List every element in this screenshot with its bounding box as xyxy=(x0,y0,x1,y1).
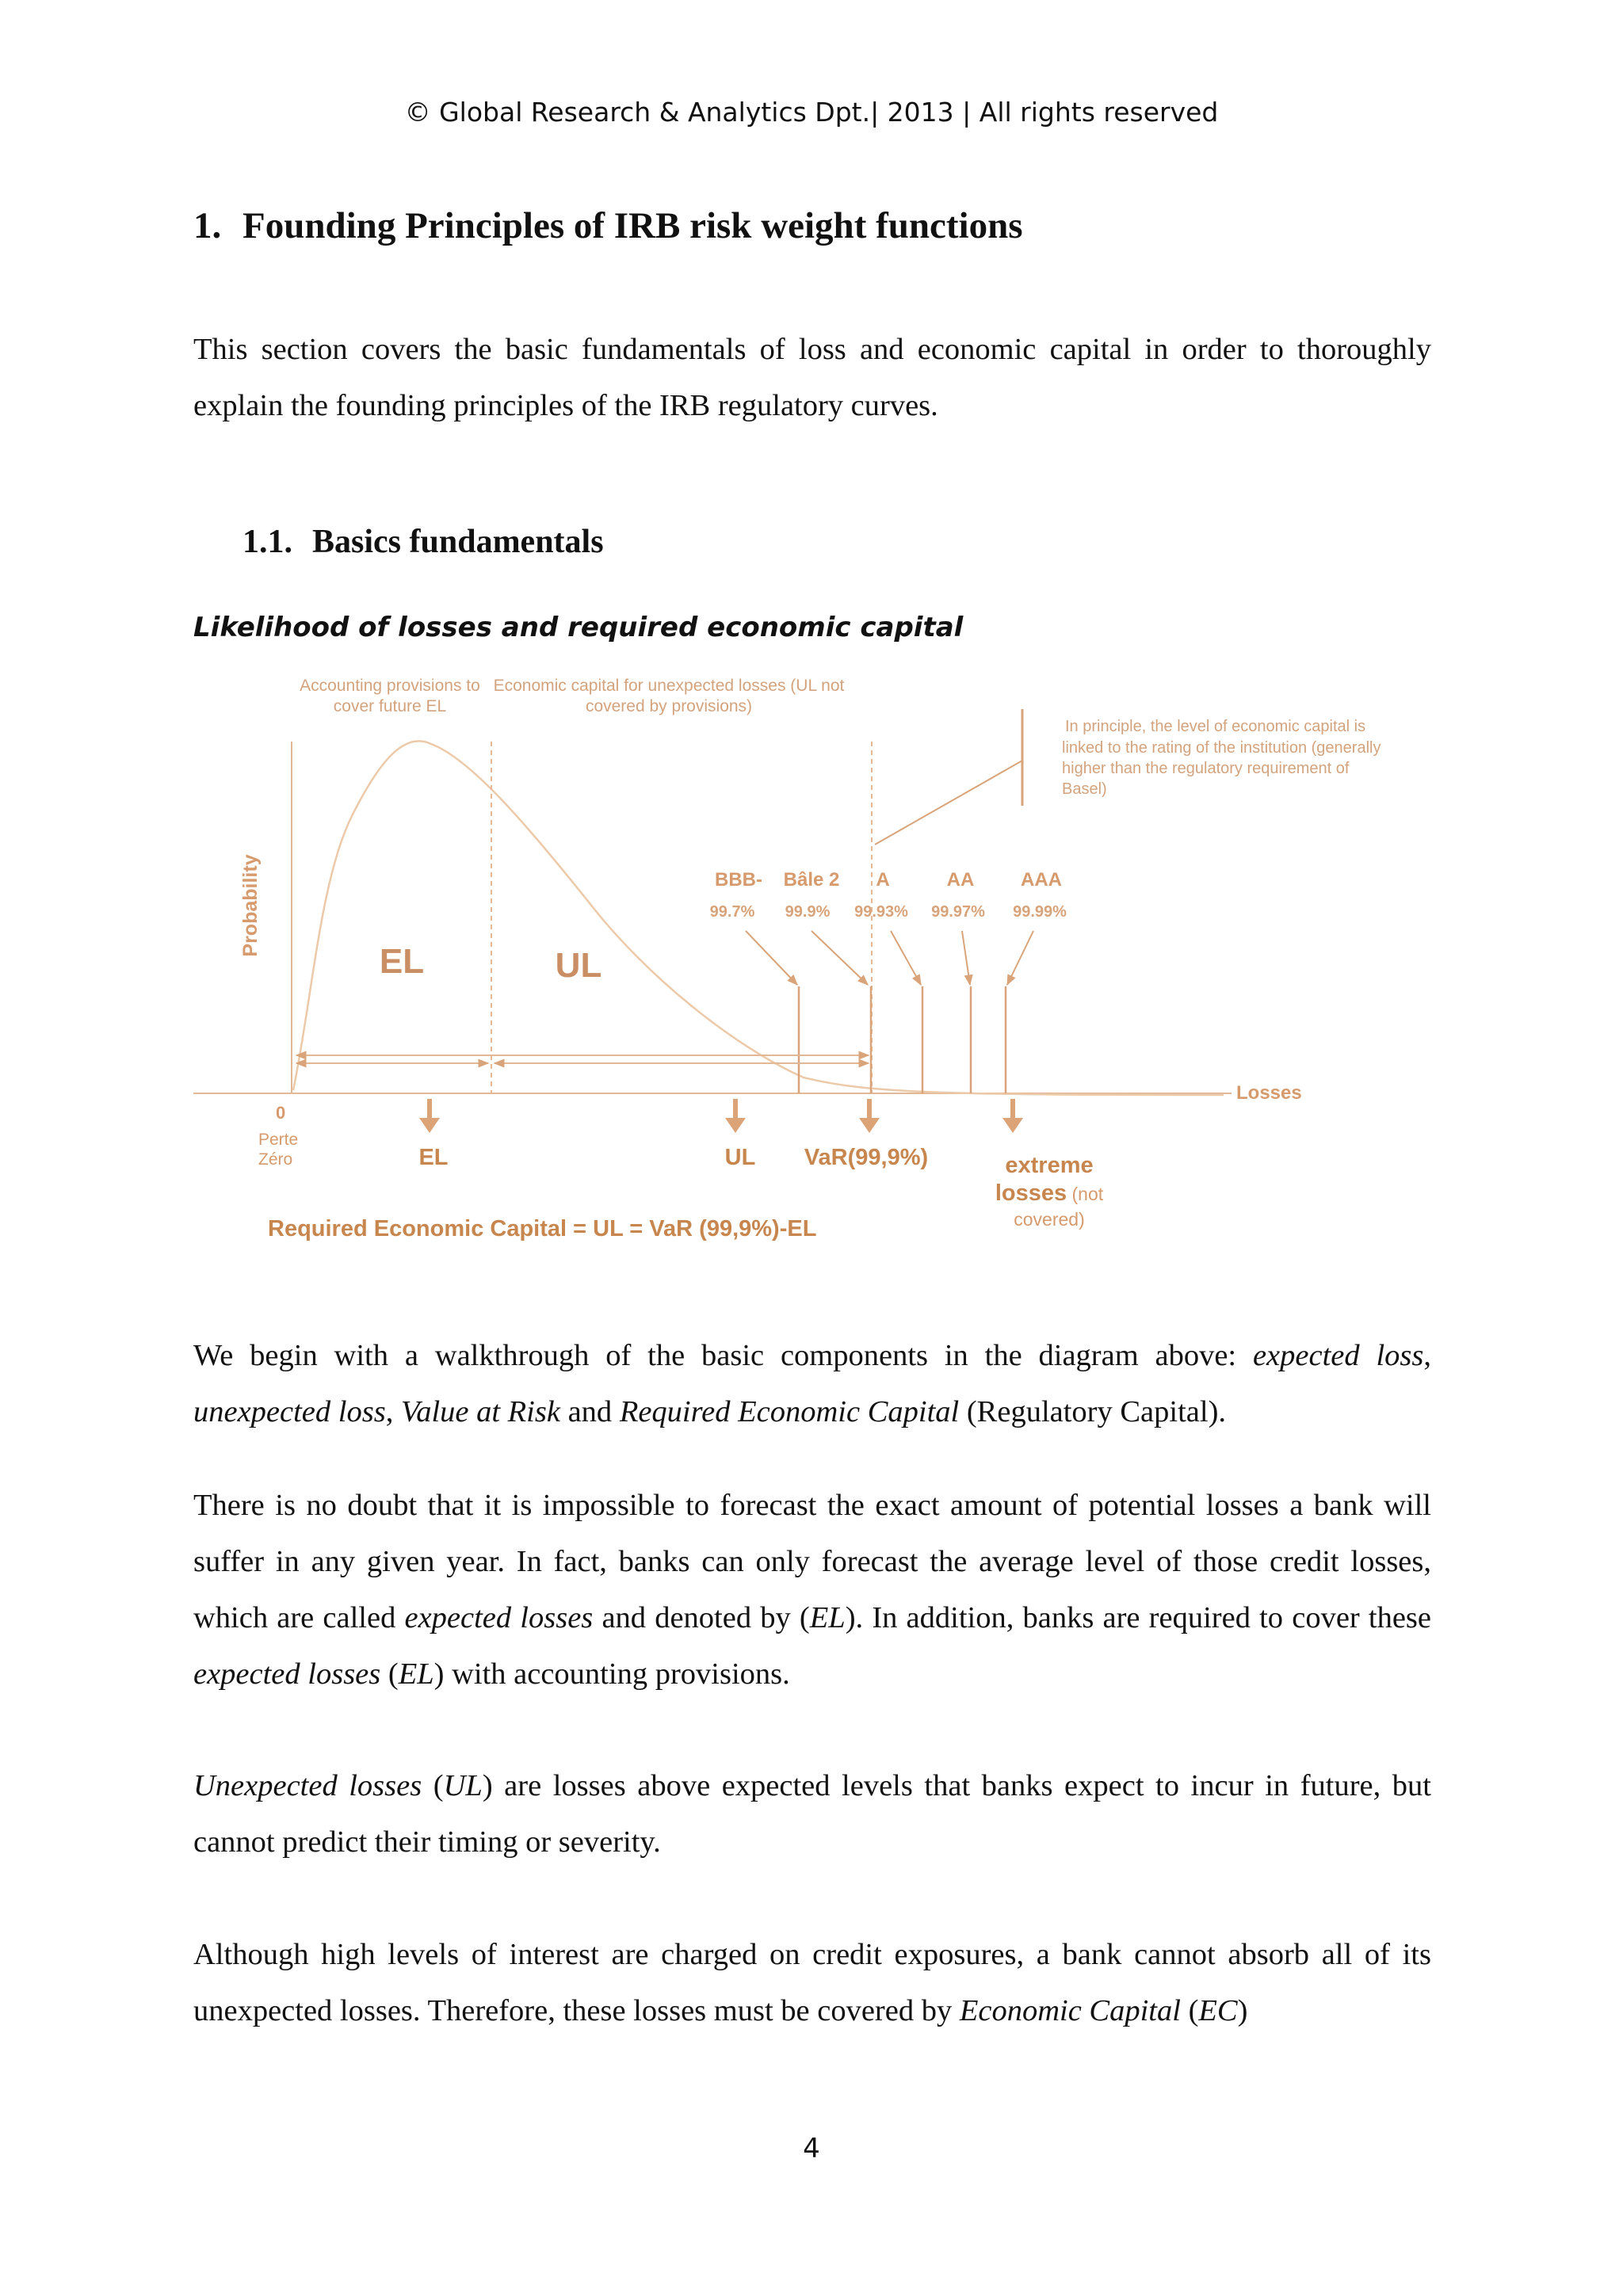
extreme-losses-line2 xyxy=(995,1180,1104,1206)
accounting-note-line1: Accounting provisions to xyxy=(300,677,480,695)
principle-note-line4: Basel) xyxy=(1062,780,1107,798)
paragraph-forecast xyxy=(193,1478,1431,1703)
down-arrow-extreme-group xyxy=(1002,1099,1023,1133)
principle-pointer xyxy=(875,761,1022,845)
section-number: 1. xyxy=(193,205,222,246)
p2-text-e: ). In addition, banks are required to cover these xyxy=(845,1601,1431,1634)
p1-text-i: (Regulatory Capital). xyxy=(959,1395,1227,1428)
down-arrow-ul-icon xyxy=(725,1118,746,1133)
extreme-losses-line3: covered) xyxy=(1014,1209,1085,1230)
rating-pct-aaa: 99.99% xyxy=(1013,903,1067,921)
rating-label-a: A xyxy=(876,869,890,891)
p1-text-e: , xyxy=(385,1395,401,1428)
p4-text-c: ( xyxy=(1180,1994,1199,2027)
x-axis-label: Losses xyxy=(1236,1082,1302,1104)
subsection-number: 1.1. xyxy=(242,524,292,560)
p1-unexpected-loss: unexpected loss xyxy=(193,1395,386,1428)
perte-zero-line1: Perte xyxy=(258,1131,299,1149)
p1-value-at-risk: Value at Risk xyxy=(400,1395,560,1428)
figure-title: Likelihood of losses and required economic capital xyxy=(193,612,964,643)
p3-ul: UL xyxy=(443,1769,483,1802)
principle-note-line3: higher than the regulatory requirement of xyxy=(1062,760,1350,777)
section-heading xyxy=(193,204,1023,247)
zero-label: 0 xyxy=(276,1103,286,1123)
down-arrow-el-group xyxy=(419,1099,440,1133)
down-arrow-el-icon xyxy=(419,1118,440,1133)
p2-expected-losses-2: expected losses xyxy=(193,1657,381,1691)
perte-zero-line2: Zéro xyxy=(258,1150,293,1169)
p2-el-1: EL xyxy=(809,1601,846,1634)
down-arrow-ul-shaft xyxy=(733,1099,738,1119)
p2-text-g: ( xyxy=(380,1657,399,1691)
rating-pct-a: 99.93% xyxy=(854,903,908,921)
rating-label-aaa: AAA xyxy=(1021,869,1062,891)
paragraph-walkthrough xyxy=(193,1328,1431,1440)
economic-note-line1: Economic capital for unexpected losses (UL not xyxy=(493,677,845,695)
rating-label-aa: AA xyxy=(946,869,975,891)
p2-expected-losses-1: expected losses xyxy=(404,1601,594,1634)
p1-expected-loss: expected loss xyxy=(1252,1339,1424,1372)
p1-required-economic-capital: Required Economic Capital xyxy=(619,1395,960,1428)
p3-text-d: ) are losses above expected levels that banks expect to incur in future, but cannot predict their timing or severity. xyxy=(193,1769,1431,1859)
rating-label-bale2: Bâle 2 xyxy=(783,869,840,891)
accounting-note-line2: cover future EL xyxy=(333,697,447,715)
down-arrow-var-group xyxy=(859,1099,880,1133)
p2-text-a: There is no doubt that it is impossible to forecast the exact amount of potential losses a bank will suffer in any given year. In fact, banks can only forecast the average level of those credit losses, which are called xyxy=(193,1489,1431,1634)
rating-arrow-a xyxy=(891,931,921,985)
p1-text-a: We begin with a walkthrough of the basic components in the diagram above: xyxy=(193,1339,1253,1372)
down-arrow-el-shaft xyxy=(427,1099,432,1119)
intro-paragraph: This section covers the basic fundamentals of loss and economic capital in order to thoroughly explain the founding principles of the IRB regulatory curves. xyxy=(193,333,1431,422)
loss-distribution-diagram xyxy=(193,666,1430,1252)
p4-economic-capital: Economic Capital xyxy=(959,1994,1181,2027)
p4-ec: EC xyxy=(1198,1994,1238,2027)
subsection-title: Basics fundamentals xyxy=(312,524,604,560)
page-number: 4 xyxy=(803,2133,820,2164)
p3-text-b: ( xyxy=(422,1769,444,1802)
down-arrow-ul-group xyxy=(725,1099,746,1133)
y-axis-label: Probability xyxy=(239,854,262,957)
rating-arrow-aa xyxy=(962,931,970,985)
p1-text-g: and xyxy=(559,1395,620,1428)
el-region-label: EL xyxy=(379,942,425,981)
extreme-losses-not: (not xyxy=(1067,1184,1104,1204)
down-arrow-extreme-shaft xyxy=(1010,1099,1015,1119)
bottom-var-label: VaR(99,9%) xyxy=(804,1145,929,1170)
bottom-el-label: EL xyxy=(418,1145,449,1170)
formula: Required Economic Capital = UL = VaR (99,9%)-EL xyxy=(268,1216,817,1241)
p4-text-e: ) xyxy=(1237,1994,1248,2027)
p4-text-a: Although high levels of interest are charged on credit exposures, a bank cannot absorb all of its unexpected losses. Therefore, these losses must be covered by xyxy=(193,1938,1431,2027)
page-header: © Global Research & Analytics Dpt.| 2013 | All rights reserved xyxy=(404,97,1219,128)
rating-pct-aa: 99.97% xyxy=(931,903,985,921)
rating-arrow-bale2 xyxy=(812,931,868,985)
p2-text-c: and denoted by ( xyxy=(593,1601,810,1634)
p2-el-2: EL xyxy=(398,1657,434,1691)
p3-unexpected-losses: Unexpected losses xyxy=(193,1769,422,1802)
down-arrow-extreme-icon xyxy=(1002,1118,1023,1133)
down-arrow-var-icon xyxy=(859,1118,880,1133)
principle-note-line2: linked to the rating of the institution (generally xyxy=(1062,739,1381,757)
paragraph-economic-capital xyxy=(193,1927,1431,2039)
subsection-heading xyxy=(242,523,604,561)
ul-region-label: UL xyxy=(555,946,602,985)
paragraph-unexpected xyxy=(193,1758,1431,1871)
p1-text-c: , xyxy=(1423,1339,1431,1372)
economic-note-line2: covered by provisions) xyxy=(585,697,753,715)
bottom-ul-label: UL xyxy=(724,1145,756,1170)
rating-arrow-aaa xyxy=(1007,931,1033,985)
rating-pct-bale2: 99.9% xyxy=(785,903,831,921)
extreme-losses-line1: extreme xyxy=(1005,1153,1094,1178)
extreme-losses-word: losses xyxy=(995,1180,1067,1206)
section-title: Founding Principles of IRB risk weight functions xyxy=(242,205,1023,246)
p2-text-i: ) with accounting provisions. xyxy=(433,1657,790,1691)
down-arrow-var-shaft xyxy=(867,1099,872,1119)
rating-label-bbb: BBB- xyxy=(715,869,762,891)
principle-note-line1: In principle, the level of economic capital is xyxy=(1065,718,1366,735)
rating-pct-bbb: 99.7% xyxy=(709,903,755,921)
rating-arrow-bbb xyxy=(746,931,797,985)
